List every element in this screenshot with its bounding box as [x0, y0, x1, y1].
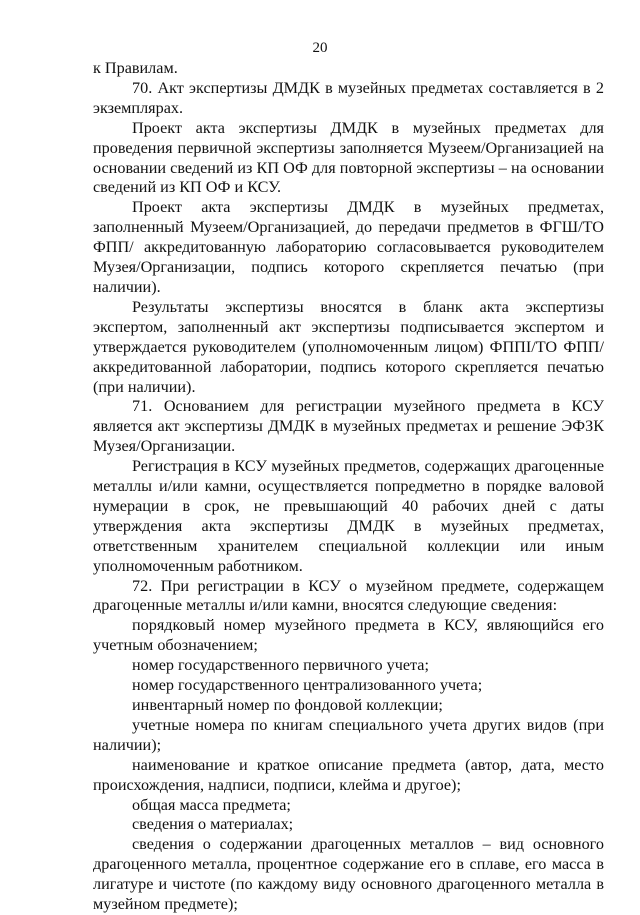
- paragraph: 70. Акт экспертизы ДМДК в музейных предметах составляется в 2 экземплярах.: [93, 78, 604, 117]
- list-item: номер государственного первичного учета;: [132, 656, 429, 675]
- paragraph: к Правилам.: [93, 59, 178, 77]
- paragraph: Регистрация в КСУ музейных предметов, содержащих драгоценные металлы и/или камни, осуществляется попредметно в порядке валовой нумерации в срок, не превышающий 40 рабочих дней с даты утверждения акта экспертизы ДМДК в музейных предметах, ответственным хранителем специальной коллекции или иным уполномоченным работником.: [93, 457, 604, 575]
- list-item: инвентарный номер по фондовой коллекции;: [132, 696, 443, 714]
- paragraph: Проект акта экспертизы ДМДК в музейных предметах, заполненный Музеем/Организацией, до передачи предметов в ФГШ/ТО ФПП/ аккредитованную лабораторию согласовывается руководителем Музея/Организации, подпись которого скрепляется печатью (при наличии).: [93, 198, 604, 296]
- list-item: общая масса предмета;: [132, 795, 291, 814]
- paragraph: Результаты экспертизы вносятся в бланк акта экспертизы экспертом, заполненный акт экспертизы подписывается экспертом и утверждается руководителем (уполномоченным лицом) ФППI/ТО ФПП/аккредитованной лаборатории, подпись которого скрепляется печатью (при наличии).: [93, 297, 604, 396]
- list-item: сведения о материалах;: [132, 815, 294, 834]
- list-item: наименование и краткое описание предмета (автор, дата, место происхождения, надписи, подписи, клейма и другое);: [93, 755, 604, 794]
- paragraph: 71. Основанием для регистрации музейного предмета в КСУ является акт экспертизы ДМДК в музейных предметах и решение ЭФЗК Музея/Организации.: [93, 397, 604, 456]
- list-item: порядковый номер музейного предмета в КСУ, являющийся его учетным обозначением;: [93, 616, 604, 655]
- paragraph: Проект акта экспертизы ДМДК в музейных предметах для проведения первичной экспертизы заполняется Музеем/Организацией на основании сведений из КП ОФ для повторной экспертизы – на основании сведений из КП ОФ и КСУ.: [93, 118, 604, 197]
- list-item: учетные номера по книгам специального учета других видов (при наличии);: [93, 715, 604, 754]
- document-body: [93, 59, 604, 915]
- list-item: сведения о содержании драгоценных металлов – вид основного драгоценного металла, процентное содержание его в сплаве, его масса в лигатуре и чистоте (по каждому виду основного драгоценного металла в музейном предмете);: [93, 835, 604, 914]
- list-item: номер государственного централизованного учета;: [132, 676, 483, 695]
- paragraph: 72. При регистрации в КСУ о музейном предмете, содержащем драгоценные металлы и/или камни, вносятся следующие сведения:: [93, 576, 604, 615]
- page-number: 20: [312, 40, 328, 56]
